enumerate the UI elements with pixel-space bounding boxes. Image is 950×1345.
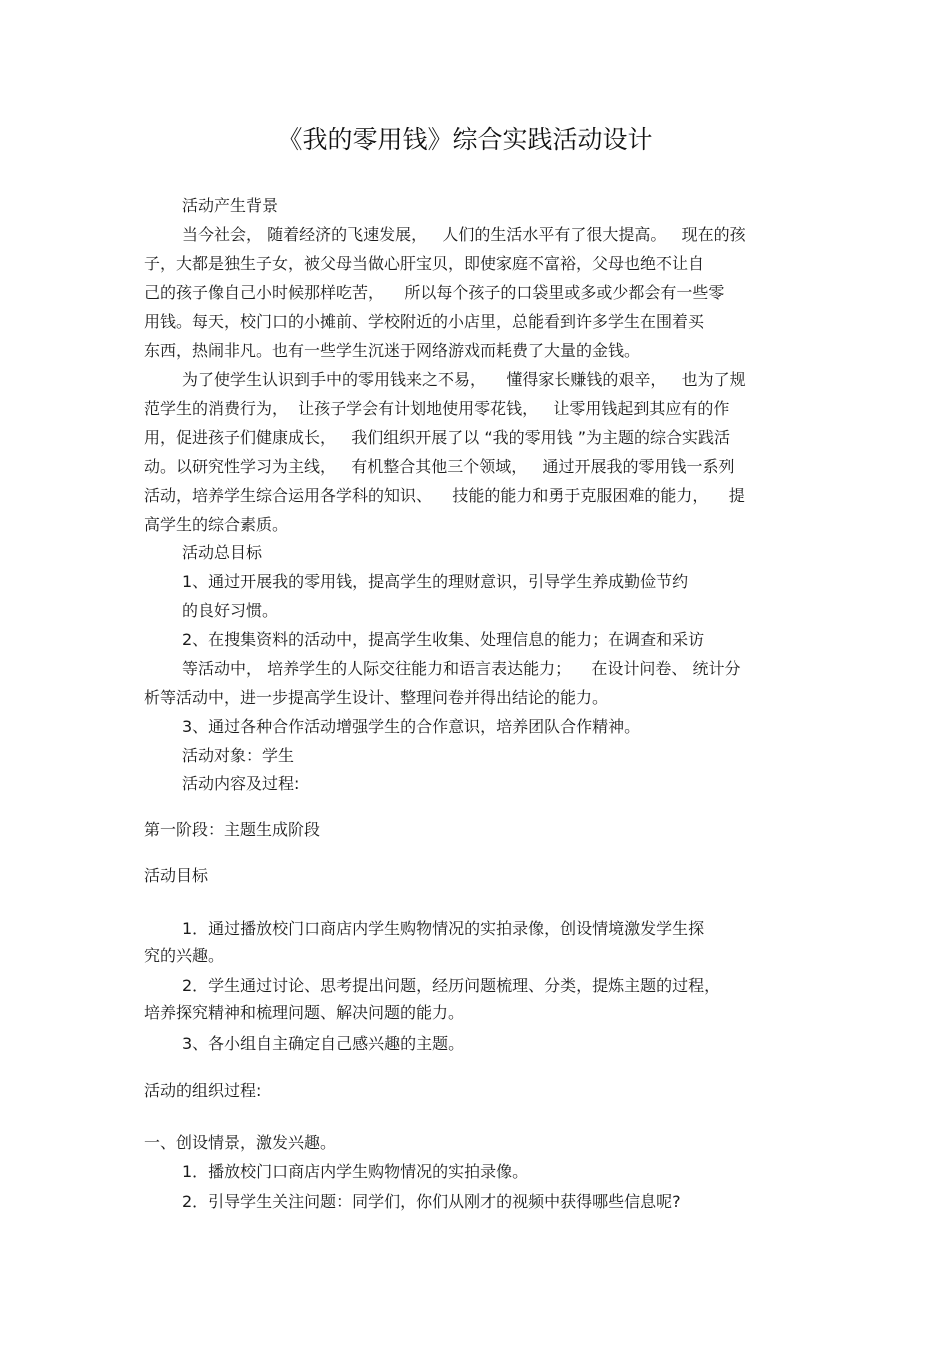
paragraph-line: 己的孩子像自己小时候那样吃苦， 所以每个孩子的口袋里或多或少都会有一些零 — [144, 283, 725, 302]
paragraph-line: 用，促进孩子们健康成长， 我们组织开展了以 “我的零用钱 ”为主题的综合实践活 — [144, 428, 731, 447]
stage-goal-item: 培养探究精神和梳理问题、解决问题的能力。 — [144, 1003, 465, 1022]
paragraph-line: 活动，培养学生综合运用各学科的知识、 技能的能力和勇于克服困难的能力， 提 — [144, 486, 745, 505]
goal-item: 1、通过开展我的零用钱，提高学生的理财意识，引导学生养成勤俭节约 — [182, 572, 689, 591]
activity-target: 活动对象：学生 — [182, 746, 295, 765]
heading-organization-process: 活动的组织过程: — [144, 1081, 262, 1100]
heading-content-process: 活动内容及过程: — [182, 774, 300, 793]
goal-item: 2、在搜集资料的活动中，提高学生收集、处理信息的能力；在调查和采访 — [182, 630, 705, 649]
heading-activity-goals: 活动目标 — [144, 866, 209, 885]
goal-item: 析等活动中，进一步提高学生设计、整理问卷并得出结论的能力。 — [144, 688, 609, 707]
document-title: 《我的零用钱》综合实践活动设计 — [277, 125, 653, 154]
paragraph-line: 当今社会， 随着经济的飞速发展， 人们的生活水平有了很大提高。 现在的孩 — [182, 225, 746, 244]
step-heading: 一、创设情景，激发兴趣。 — [144, 1133, 337, 1152]
goal-item: 3、通过各种合作活动增强学生的合作意识，培养团队合作精神。 — [182, 717, 641, 736]
paragraph-line: 范学生的消费行为， 让孩子学会有计划地使用零花钱， 让零用钱起到其应有的作 — [144, 399, 730, 418]
stage-goal-item: 2．学生通过讨论、思考提出问题，经历问题梳理、分类，提炼主题的过程， — [182, 976, 721, 995]
paragraph-line: 高学生的综合素质。 — [144, 515, 289, 534]
heading-background: 活动产生背景 — [182, 196, 279, 215]
goal-item: 的良好习惯。 — [182, 601, 279, 620]
stage-goal-item: 1．通过播放校门口商店内学生购物情况的实拍录像，创设情境激发学生探 — [182, 919, 705, 938]
stage-goal-item: 究的兴趣。 — [144, 946, 225, 965]
step-item: 1．播放校门口商店内学生购物情况的实拍录像。 — [182, 1162, 529, 1181]
paragraph-line: 为了使学生认识到手中的零用钱来之不易， 懂得家长赚钱的艰辛， 也为了规 — [182, 370, 746, 389]
paragraph-line: 用钱。每天，校门口的小摊前、学校附近的小店里，总能看到许多学生在围着买 — [144, 312, 705, 331]
goal-item: 等活动中， 培养学生的人际交往能力和语言表达能力； 在设计问卷、 统计分 — [182, 659, 741, 678]
step-item: 2．引导学生关注问题：同学们，你们从刚才的视频中获得哪些信息呢? — [182, 1192, 681, 1211]
stage-goal-item: 3、各小组自主确定自己感兴趣的主题。 — [182, 1034, 465, 1053]
heading-overall-goals: 活动总目标 — [182, 543, 263, 562]
paragraph-line: 东西，热闹非凡。也有一些学生沉迷于网络游戏而耗费了大量的金钱。 — [144, 341, 641, 360]
paragraph-line: 动。以研究性学习为主线， 有机整合其他三个领域， 通过开展我的零用钱一系列 — [144, 457, 735, 476]
paragraph-line: 子，大都是独生子女，被父母当做心肝宝贝，即使家庭不富裕，父母也绝不让自 — [144, 254, 705, 273]
heading-stage-one: 第一阶段：主题生成阶段 — [144, 820, 321, 839]
